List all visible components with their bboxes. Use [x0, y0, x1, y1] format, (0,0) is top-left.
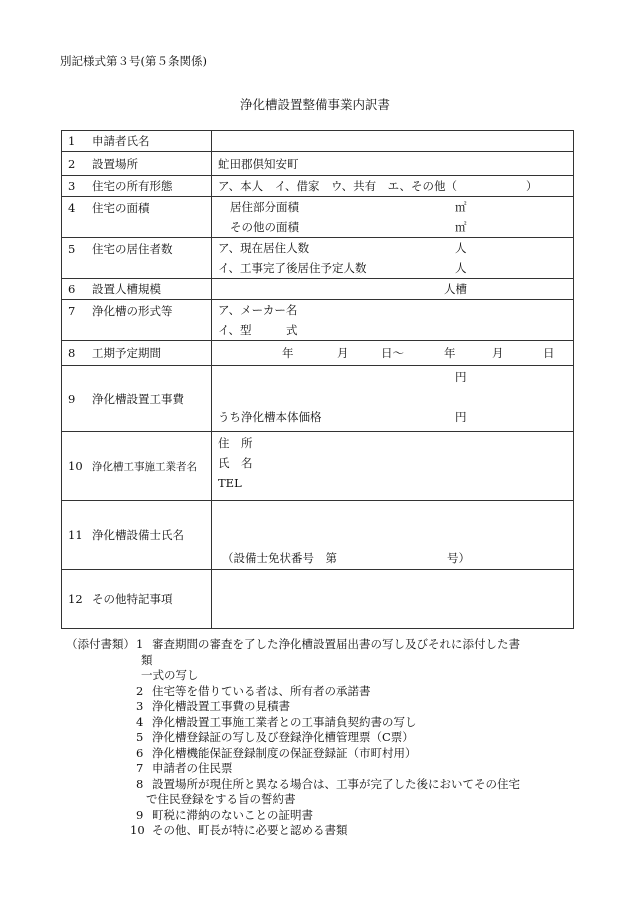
label-cost: 9 浄化槽設置工事費: [62, 366, 212, 432]
row-capacity: [62, 279, 574, 300]
attachment-number: 4: [136, 714, 144, 729]
attachment-text: 町税に滞納のないことの証明書: [152, 807, 313, 822]
attachment-number: 8: [136, 776, 144, 791]
label-capacity: 6 設置人槽規模: [62, 279, 212, 300]
row-contractor: [62, 432, 574, 501]
attachment-number: 2: [136, 683, 144, 698]
label-other: 12 その他特記事項: [62, 570, 212, 629]
value-cost[interactable]: [212, 366, 574, 432]
attachments-heading: （添付書類）: [66, 637, 135, 651]
row-installer: [62, 501, 574, 570]
value-residents[interactable]: [212, 238, 574, 279]
area-living-label: 居住部分面積: [230, 200, 299, 214]
period-end-year: 年: [444, 346, 456, 360]
installer-license-end: 号）: [447, 551, 470, 565]
area-other-label: その他の面積: [230, 220, 299, 234]
contractor-address-label: 住 所: [218, 436, 253, 450]
label-ownership: 3 住宅の所有形態: [62, 176, 212, 197]
installer-license-label: （設備士免状番号 第: [222, 551, 337, 565]
label-installer: 11 浄化槽設備士氏名: [62, 501, 212, 570]
breakdown-table: [61, 130, 574, 629]
residents-current-label: ア、現在居住人数: [218, 241, 310, 255]
period-start-month: 月: [337, 346, 349, 360]
attachment-number: 10: [130, 823, 145, 837]
value-installer[interactable]: [212, 501, 574, 570]
tank-maker-label: ア、メーカー名: [218, 303, 298, 317]
row-tank-type: [62, 300, 574, 341]
attachment-number: 9: [136, 807, 144, 822]
attachment-number: 3: [136, 699, 144, 713]
value-applicant[interactable]: [212, 131, 574, 152]
row-cost: [62, 366, 574, 432]
label-applicant: 1 申請者氏名: [62, 131, 212, 152]
attachment-text: 浄化槽設置工事費の見積書: [152, 699, 290, 713]
label-area: 4 住宅の面積: [62, 197, 212, 238]
value-location[interactable]: 虻田郡倶知安町: [212, 152, 574, 176]
value-contractor[interactable]: [212, 432, 574, 501]
tank-model-label: イ、型 式: [218, 323, 298, 337]
attachment-text: 住宅等を借りている者は、所有者の承諾書: [152, 683, 371, 698]
row-other: [62, 570, 574, 629]
label-contractor: 10 浄化槽工事施工業者名: [62, 432, 212, 501]
attachment-number: 1: [136, 637, 144, 651]
row-ownership: [62, 176, 574, 197]
value-area[interactable]: [212, 197, 574, 238]
form-number: 別記様式第３号(第５条関係): [60, 54, 207, 68]
label-residents: 5 住宅の居住者数: [62, 238, 212, 279]
label-location: 2 設置場所: [62, 152, 212, 176]
attachment-text: 浄化槽機能保証登録制度の保証登録証（市町村用）: [152, 745, 417, 760]
row-applicant: [62, 131, 574, 152]
row-area: [62, 197, 574, 238]
contractor-tel-label: TEL: [218, 476, 242, 490]
residents-unit-2: 人: [455, 261, 467, 275]
label-tank-type: 7 浄化槽の形式等: [62, 300, 212, 341]
attachment-text: 設置場所が現住所と異なる場合は、工事が完了した後においてその住宅: [152, 776, 520, 791]
contractor-name-label: 氏 名: [218, 456, 253, 470]
attachment-text: 浄化槽設置工事施工業者との工事請負契約書の写し: [152, 714, 417, 729]
period-end-month: 月: [492, 346, 504, 360]
attachment-number: 5: [136, 730, 144, 744]
row-location: [62, 152, 574, 176]
period-end-day: 日: [543, 346, 555, 360]
attachment-text: 一式の写し: [141, 668, 199, 682]
row-residents: [62, 238, 574, 279]
value-tank-type[interactable]: [212, 300, 574, 341]
area-unit-2: ㎡: [455, 220, 467, 234]
attachment-text: その他、町長が特に必要と認める書類: [152, 823, 348, 837]
attachment-text: で住民登録をする旨の誓約書: [146, 792, 296, 806]
value-period[interactable]: [212, 341, 574, 366]
attachment-text: 浄化槽登録証の写し及び登録浄化槽管理票（C票）: [152, 730, 414, 744]
document-title: 浄化槽設置整備事業内訳書: [239, 97, 390, 112]
value-other[interactable]: [212, 570, 574, 629]
residents-planned-label: イ、工事完了後居住予定人数: [218, 261, 367, 275]
capacity-unit: 人槽: [444, 282, 467, 296]
cost-tank-body-label: うち浄化槽本体価格: [218, 410, 322, 424]
area-unit-1: ㎡: [455, 200, 467, 214]
attachment-number: 6: [136, 745, 144, 760]
residents-unit-1: 人: [455, 241, 467, 255]
row-period: [62, 341, 574, 366]
label-period: 8 工期予定期間: [62, 341, 212, 366]
value-capacity[interactable]: [212, 279, 574, 300]
cost-tank-body-yen: 円: [455, 410, 467, 424]
attachment-text: 類: [141, 652, 153, 667]
value-ownership[interactable]: ア、本人 イ、借家 ウ、共有 エ、その他（ ）: [212, 176, 574, 197]
cost-yen-unit: 円: [455, 370, 467, 384]
attachment-text: 申請者の住民票: [152, 761, 233, 775]
period-start-day: 日～: [381, 346, 404, 360]
attachment-text: 審査期間の審査を了した浄化槽設置届出書の写し及びそれに添付した書: [152, 637, 520, 651]
period-start-year: 年: [282, 346, 294, 360]
attachment-number: 7: [136, 761, 144, 775]
